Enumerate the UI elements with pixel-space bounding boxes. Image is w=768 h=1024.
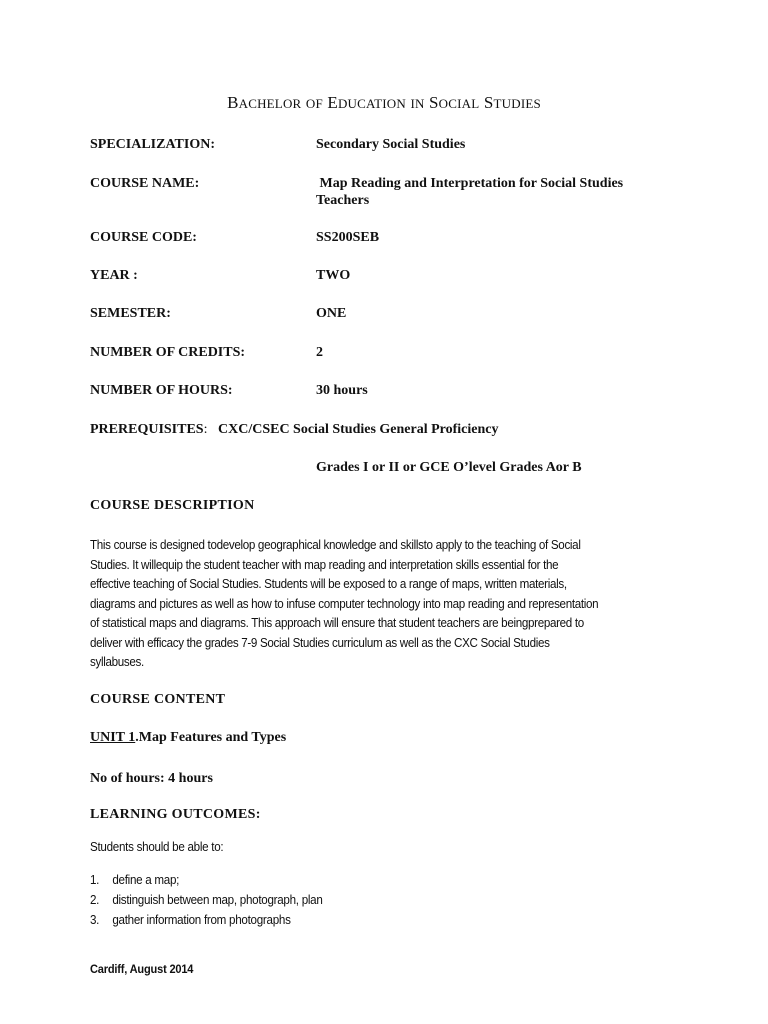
course-code-label: COURSE CODE:	[90, 230, 197, 245]
list-item	[90, 913, 291, 927]
list-item-text: distinguish between map, photograph, plan	[112, 893, 323, 907]
course-description-text: This course is designed todevelop geographical knowledge and skillsto apply to the teaching of Social Studies. It willequip the student teacher with map reading and interpretation skills essential for the effective teaching of Social Studies. Students will be exposed to a range of maps, written materials, diagrams and pictures as well as how to infuse computer technology into map reading and representation of statistical maps and diagrams. This approach will ensure that student teachers are beingprepared to deliver with efficacy the grades 7-9 Social Studies curriculum as well as the CXC Social Studies syllabuses.	[90, 538, 599, 669]
title-letter: B	[227, 93, 239, 112]
prerequisites-value-2: Grades I or II or GCE O’level Grades Aor B	[316, 460, 582, 475]
course-description-heading: COURSE DESCRIPTION	[90, 498, 255, 513]
list-item-text: gather information from photographs	[112, 913, 291, 927]
semester-label: SEMESTER:	[90, 306, 171, 321]
specialization-value: Secondary Social Studies	[316, 137, 466, 152]
list-item-number: 3.	[90, 913, 100, 927]
learning-outcomes-heading: LEARNING OUTCOMES:	[90, 807, 261, 822]
prerequisites-line	[90, 421, 499, 438]
prerequisites-colon: :	[203, 422, 208, 437]
course-name-value: Map Reading and Interpretation for Social Studies Teachers	[316, 176, 627, 208]
semester-value: ONE	[316, 306, 347, 321]
title-word: OF	[305, 96, 323, 111]
prerequisites-label: PREREQUISITES	[90, 422, 204, 437]
list-item-number: 1.	[90, 873, 100, 887]
page-footer: Cardiff, August 2014	[90, 962, 194, 976]
unit-title: .Map Features and Types	[135, 730, 287, 745]
document-title	[0, 93, 768, 113]
list-item	[90, 873, 179, 887]
year-value: TWO	[316, 268, 351, 283]
title-word: IN	[410, 96, 425, 111]
hours-value: 30 hours	[316, 383, 368, 398]
title-word: DUCATION	[337, 96, 406, 111]
year-label: YEAR :	[90, 268, 138, 283]
list-item	[90, 893, 323, 907]
outcomes-intro: Students should be able to:	[90, 840, 224, 854]
credits-value: 2	[316, 345, 323, 360]
credits-label: NUMBER OF CREDITS:	[90, 345, 246, 360]
list-item-text: define a map;	[112, 873, 180, 887]
unit-hours: No of hours: 4 hours	[90, 771, 213, 786]
title-letter: S	[429, 93, 439, 112]
course-code-value: SS200SEB	[316, 230, 380, 245]
title-letter: E	[327, 93, 338, 112]
hours-label: NUMBER OF HOURS:	[90, 383, 233, 398]
unit-heading	[90, 730, 286, 746]
title-word: TUDIES	[493, 96, 541, 111]
unit-label: UNIT 1	[90, 730, 136, 745]
course-name-label: COURSE NAME:	[90, 176, 200, 191]
list-item-number: 2.	[90, 893, 100, 907]
title-letter: S	[483, 93, 494, 112]
specialization-label: SPECIALIZATION:	[90, 137, 215, 152]
title-word: ACHELOR	[238, 96, 302, 111]
title-word: OCIAL	[438, 96, 480, 111]
prerequisites-value: CXC/CSEC Social Studies General Proficiency	[217, 422, 499, 437]
course-content-heading: COURSE CONTENT	[90, 692, 226, 707]
